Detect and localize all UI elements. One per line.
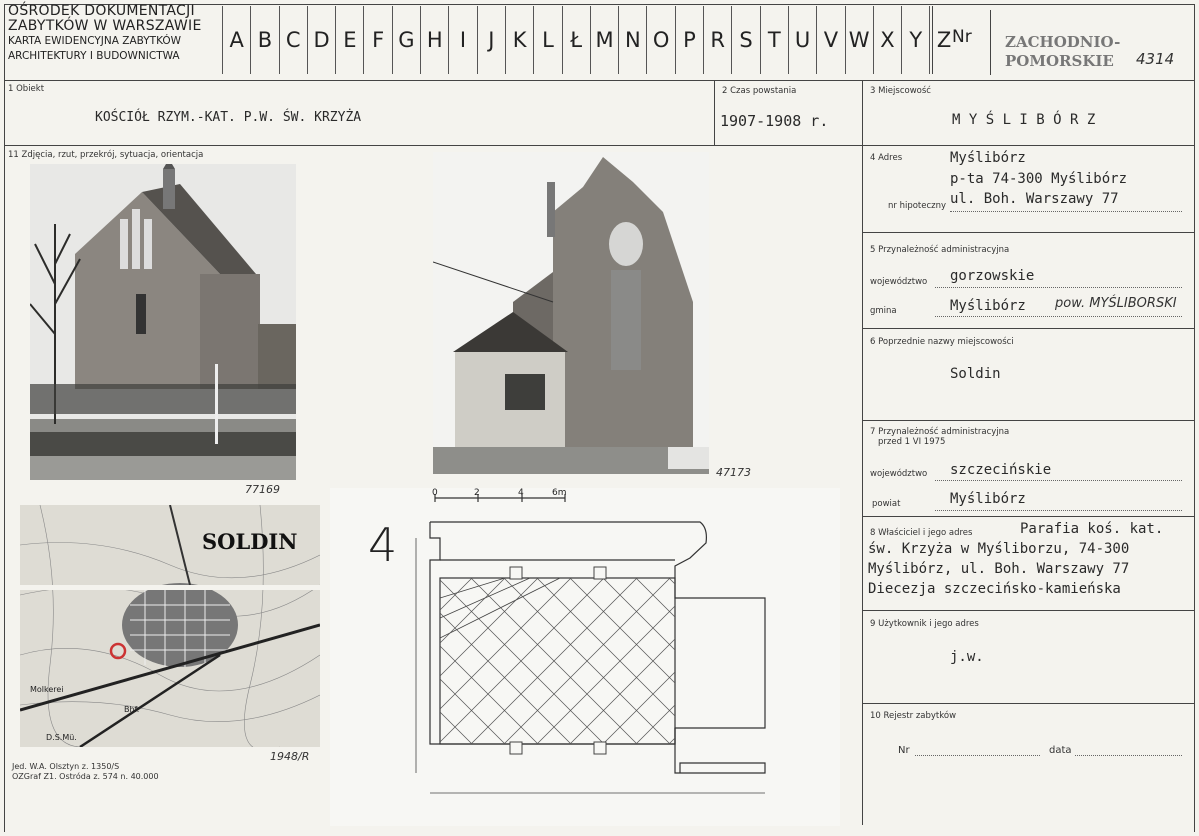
vault-rib xyxy=(330,578,406,744)
voivodeship-label: województwo xyxy=(870,277,928,287)
map-caption-1: Jed. W.A. Olsztyn z. 1350/S xyxy=(12,762,120,771)
alphabet-letter-t: T xyxy=(760,6,788,74)
frame-left xyxy=(4,4,5,832)
institution-line1: OŚRODEK DOKUMENTACJI xyxy=(8,3,195,19)
alphabet-letter-j: J xyxy=(477,6,505,74)
vault-rib xyxy=(669,578,835,744)
f5-divider xyxy=(862,328,1194,329)
field-3-label: 3 Miejscowość xyxy=(870,86,931,96)
vault-rib xyxy=(330,578,439,744)
former-voivodeship-value: szczecińskie xyxy=(950,462,1052,478)
commune-value: Myślibórz xyxy=(950,298,1026,314)
register-date-label: data xyxy=(1049,745,1072,756)
f6-divider xyxy=(862,420,1194,421)
church-side-image xyxy=(433,152,709,474)
alphabet-index xyxy=(222,6,958,74)
scale-label-0: 0 xyxy=(432,488,438,498)
alphabet-letter-g: G xyxy=(392,6,420,74)
field-1-label: 1 Obiekt xyxy=(8,84,45,94)
floor-plan xyxy=(330,488,840,826)
alphabet-letter-c: C xyxy=(279,6,307,74)
map-caption-2: OZGraf Z1. Ostróda z. 574 n. 40.000 xyxy=(12,772,159,781)
alphabet-letter-v: V xyxy=(816,6,844,74)
f7-divider xyxy=(862,516,1194,517)
f9-divider xyxy=(862,703,1194,704)
row1-divider xyxy=(4,145,1194,146)
voivodeship-dotline xyxy=(935,287,1182,288)
nr-divider xyxy=(990,10,991,75)
field-4-label: 4 Adres xyxy=(870,153,903,163)
address-line1: Myślibórz xyxy=(950,150,1026,166)
alphabet-letter-x: X xyxy=(873,6,901,74)
field-2-label: 2 Czas powstania xyxy=(722,86,797,96)
object-name: KOŚCIÓŁ RZYM.-KAT. P.W. ŚW. KRZYŻA xyxy=(95,110,362,125)
alphabet-letter-l: L xyxy=(533,6,561,74)
right-column-divider xyxy=(862,145,863,825)
stamp-number: 4314 xyxy=(1136,50,1175,68)
f8-divider xyxy=(862,610,1194,611)
alphabet-letter-i: I xyxy=(448,6,476,74)
alphabet-letter-f: F xyxy=(363,6,391,74)
alphabet-letter-k: K xyxy=(505,6,533,74)
commune-label: gmina xyxy=(870,306,897,316)
church-photo-front xyxy=(30,164,296,480)
field-9-label: 9 Użytkownik i jego adres xyxy=(870,619,979,629)
field-6-label: 6 Poprzednie nazwy miejscowości xyxy=(870,337,1014,347)
frame-right xyxy=(1194,4,1195,832)
register-nr-label: Nr xyxy=(898,745,910,756)
owner-line1: Parafia koś. kat. xyxy=(1020,521,1164,537)
institution-line2: ZABYTKÓW W WARSZAWIE xyxy=(8,18,202,34)
alphabet-letter-s: S xyxy=(731,6,759,74)
plan-sheet-number: 4 xyxy=(368,518,398,572)
address-line3: ul. Boh. Warszawy 77 xyxy=(950,191,1119,207)
alphabet-letter-y: Y xyxy=(901,6,929,74)
commune-dotline xyxy=(935,316,1182,317)
photo2-number: 47173 xyxy=(716,466,751,479)
locality: M Y Ś L I B Ó R Z xyxy=(952,112,1096,128)
former-name: Soldin xyxy=(950,366,1001,382)
alphabet-letter-u: U xyxy=(788,6,816,74)
photo1-number: 77169 xyxy=(245,483,280,496)
alphabet-letter-o: O xyxy=(646,6,674,74)
region-stamp xyxy=(1005,33,1120,71)
address-line2: p-ta 74-300 Myślibórz xyxy=(950,171,1128,187)
map-town-name: SOLDIN xyxy=(202,529,298,554)
alphabet-letter-d: D xyxy=(307,6,335,74)
location-map xyxy=(20,505,320,747)
owner-line3: Myślibórz, ul. Boh. Warszawy 77 xyxy=(868,561,1130,577)
alphabet-letter-w: W xyxy=(845,6,873,74)
nr-label: Nr xyxy=(952,27,972,47)
former-voivodeship-label: województwo xyxy=(870,469,928,479)
floor-plan-drawing xyxy=(330,488,840,826)
alphabet-letter-a: A xyxy=(222,6,250,74)
vault-rib xyxy=(768,578,840,744)
f4-divider xyxy=(862,232,1194,233)
owner-line4: Diecezja szczecińsko-kamieńska xyxy=(868,581,1121,597)
scale-label-2: 2 xyxy=(474,488,480,498)
field-7-label: 7 Przynależność administracyjna xyxy=(870,427,1010,437)
field-10-label: 10 Rejestr zabytków xyxy=(870,711,957,721)
map-label-bhf: Bhf. xyxy=(124,705,140,714)
register-nr-dotline xyxy=(915,755,1040,756)
register-date-dotline xyxy=(1075,755,1182,756)
vault-rib xyxy=(834,578,840,744)
alphabet-letter-ł: Ł xyxy=(562,6,590,74)
vault-rib xyxy=(735,578,840,744)
card-type-line2: ARCHITEKTURY I BUDOWNICTWA xyxy=(8,50,180,62)
user-value: j.w. xyxy=(950,649,984,665)
alphabet-letter-h: H xyxy=(420,6,448,74)
alphabet-letter-p: P xyxy=(675,6,703,74)
voivodeship-value: gorzowskie xyxy=(950,268,1035,284)
map-label-molkerei: Molkerei xyxy=(30,685,64,694)
county-value: Myślibórz xyxy=(950,491,1026,507)
church-photo-side xyxy=(433,152,709,474)
alphabet-end xyxy=(932,6,933,74)
alphabet-letter-z: Z xyxy=(929,6,957,74)
map-number: 1948/R xyxy=(270,750,310,763)
county-dotline xyxy=(935,510,1182,511)
alphabet-letter-e: E xyxy=(335,6,363,74)
row1-sep-b xyxy=(862,80,863,145)
vault-rib xyxy=(669,578,835,744)
former-voivodeship-dotline xyxy=(935,480,1182,481)
stamp-line2: POMORSKIE xyxy=(1005,52,1114,70)
alphabet-letter-b: B xyxy=(250,6,278,74)
commune-handwritten-note: pow. MYŚLIBORSKI xyxy=(1055,296,1177,311)
alphabet-letter-n: N xyxy=(618,6,646,74)
field-8-label: 8 Właściciel i jego adres xyxy=(870,528,973,538)
field-7-date: przed 1 VI 1975 xyxy=(878,437,946,447)
vault-rib xyxy=(801,578,840,744)
owner-line2: św. Krzyża w Myśliborzu, 74-300 xyxy=(868,541,1130,557)
vault-rib xyxy=(735,578,840,744)
row1-sep-a xyxy=(714,80,715,145)
alphabet-letter-m: M xyxy=(590,6,618,74)
stamp-line1: ZACHODNIO- xyxy=(1005,33,1121,51)
scale-label-6m: 6m xyxy=(552,488,567,498)
vault-rib xyxy=(330,578,439,744)
church-front-image xyxy=(30,164,296,480)
field-11-label: 11 Zdjęcia, rzut, przekrój, sytuacja, orientacja xyxy=(8,150,204,160)
mortgage-number-label: nr hipoteczny xyxy=(888,201,947,211)
vault-rib xyxy=(834,578,840,744)
vault-rib xyxy=(330,578,472,744)
institution-block xyxy=(8,4,202,64)
scale-label-4: 4 xyxy=(518,488,524,498)
vault-rib xyxy=(330,578,406,744)
vault-rib xyxy=(702,578,840,744)
vault-rib xyxy=(330,578,472,744)
county-label: powiat xyxy=(872,499,901,509)
field-5-label: 5 Przynależność administracyjna xyxy=(870,245,1010,255)
header-divider xyxy=(4,80,1194,81)
construction-date: 1907-1908 r. xyxy=(720,112,829,130)
vault-rib xyxy=(768,578,840,744)
vault-rib xyxy=(702,578,840,744)
map-label-mill: D.S.Mü. xyxy=(46,733,77,742)
card-type-line1: KARTA EWIDENCYJNA ZABYTKÓW xyxy=(8,35,182,47)
alphabet-letter-r: R xyxy=(703,6,731,74)
address-dotline xyxy=(950,211,1182,212)
vault-rib xyxy=(801,578,840,744)
